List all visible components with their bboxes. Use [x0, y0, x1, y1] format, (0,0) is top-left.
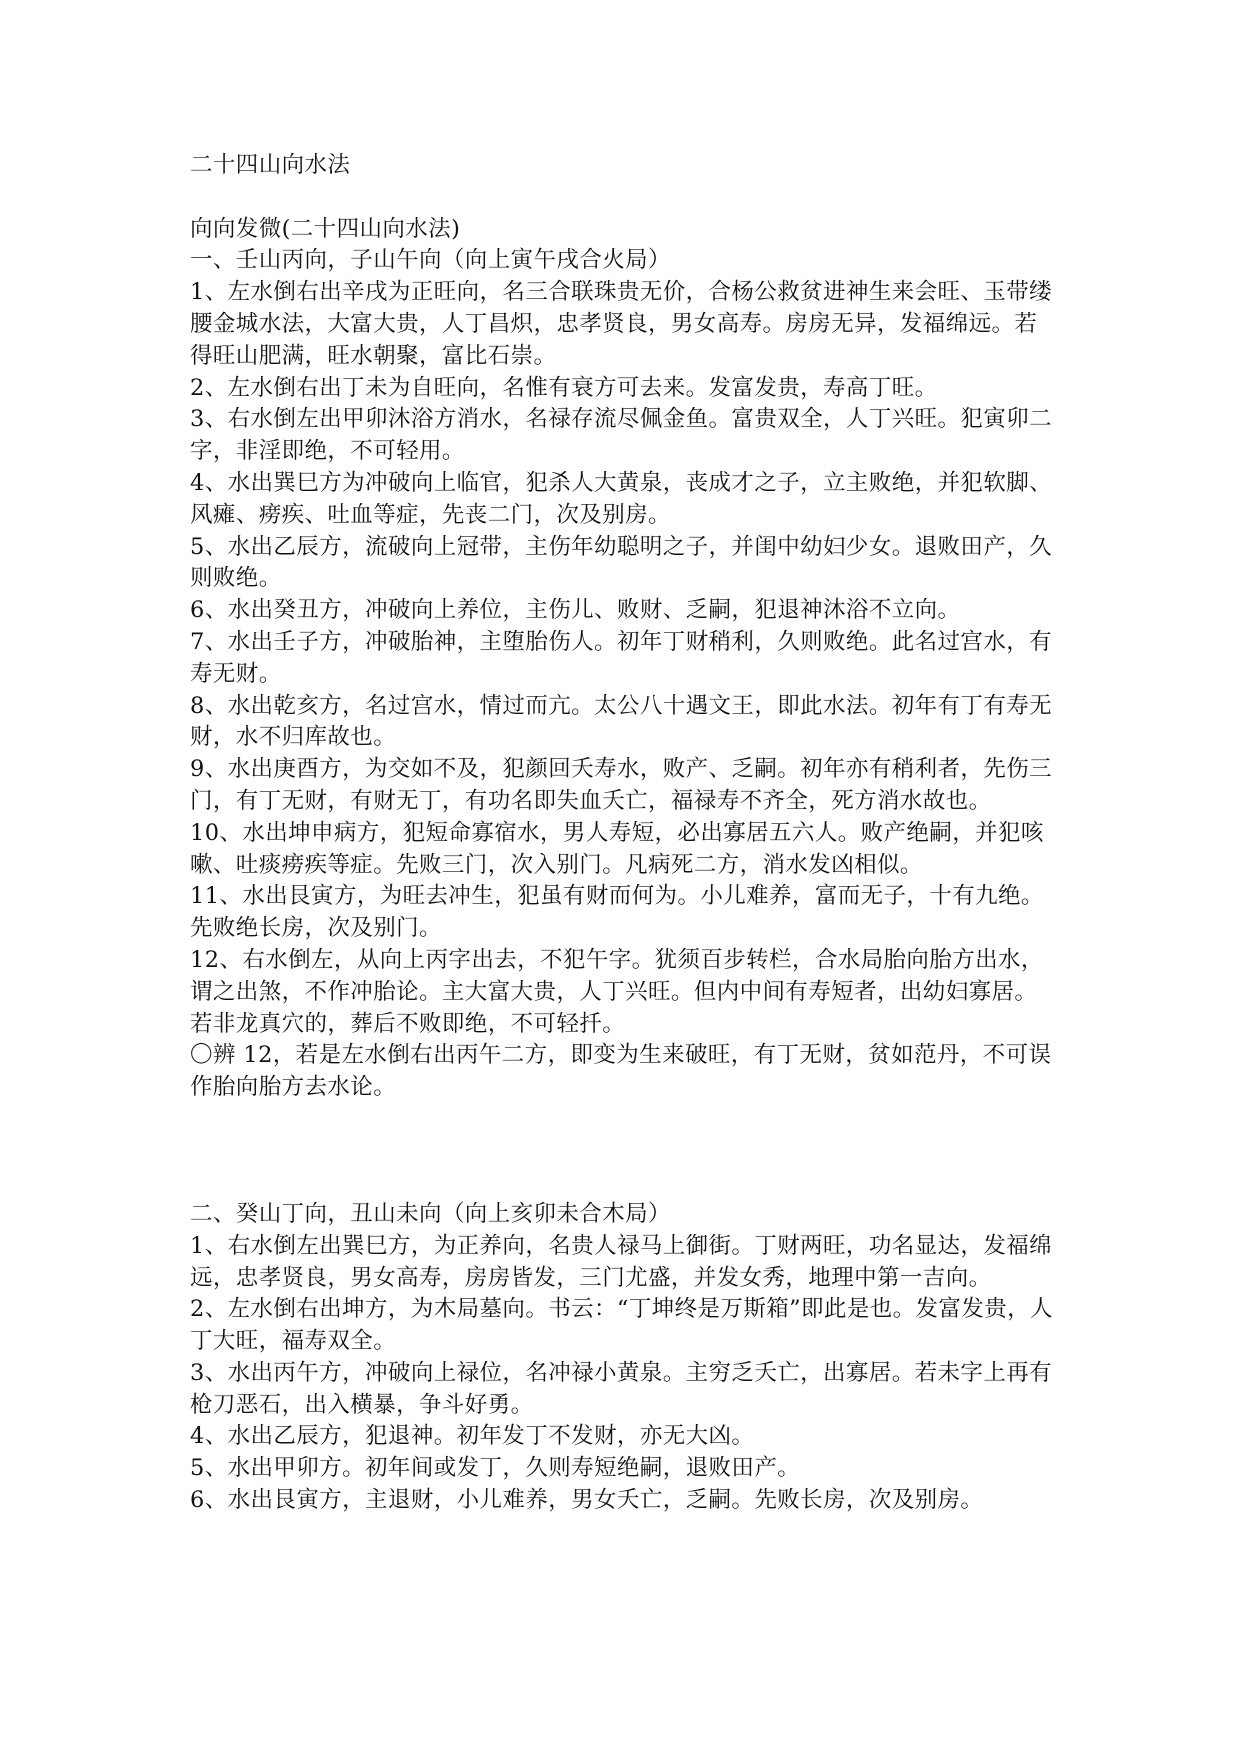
paragraph: 1、右水倒左出巽巳方，为正养向，名贵人禄马上御街。丁财两旺，功名显达，发福绵远，忠孝贤良，男女高寿，房房皆发，三门尤盛，并发女秀，地理中第一吉向。: [190, 1232, 1053, 1291]
paragraph: 8、水出乾亥方，名过宫水，情过而亢。太公八十遇文王，即此水法。初年有丁有寿无财，水不归库故也。: [190, 692, 1053, 751]
paragraph: 9、水出庚酉方，为交如不及，犯颜回夭寿水，败产、乏嗣。初年亦有稍利者，先伤三门，有丁无财，有财无丁，有功名即失血夭亡，福禄寿不齐全，死方消水故也。: [190, 756, 1053, 814]
paragraph: 12、右水倒左，从向上丙字出去，不犯午字。犹须百步转栏，合水局胎向胎方出水，谓之出煞，不作冲胎论。主大富大贵，人丁兴旺。但内中间有寿短者，出幼妇寡居。若非龙真穴的，葬后不败即绝，不可轻扦。: [190, 946, 1044, 1037]
paragraph: 1、左水倒右出辛戌为正旺向，名三合联珠贵无价，合杨公救贫进神生来会旺、玉带缕腰金城水法，大富大贵，人丁昌炽，忠孝贤良，男女高寿。房房无异，发福绵远。若得旺山肥满，旺水朝聚，富比石崇。: [190, 279, 1053, 369]
paragraph: 5、水出甲卯方。初年间或发丁，久则寿短绝嗣，退败田产。: [190, 1455, 801, 1482]
paragraph: 11、水出艮寅方，为旺去冲生，犯虽有财而何为。小儿难养，富而无子，十有九绝。先败绝长房，次及别门。: [190, 883, 1044, 942]
document-subtitle: 向向发微(二十四山向水法): [190, 215, 461, 242]
paragraph: 2、左水倒右出坤方，为木局墓向。书云：“丁坤终是万斯箱”即此是也。发富发贵，人丁大旺，福寿双全。: [190, 1296, 1053, 1355]
paragraph: 4、水出巽巳方为冲破向上临官，犯杀人大黄泉，丧成才之子，立主败绝，并犯软脚、风瘫、痨疾、吐血等症，先丧二门，次及别房。: [190, 469, 1053, 528]
section-heading: 二、癸山丁向，丑山未向（向上亥卯未合木局）: [190, 1200, 671, 1227]
section-heading: 一、壬山丙向，子山午向（向上寅午戌合火局）: [190, 247, 671, 274]
paragraph: 4、水出乙辰方，犯退神。初年发丁不发财，亦无大凶。: [190, 1423, 755, 1450]
document-title: 二十四山向水法: [190, 152, 351, 178]
paragraph: 10、水出坤申病方，犯短命寡宿水，男人寿短，必出寡居五六人。败产绝嗣，并犯咳嗽、吐痰痨疾等症。先败三门，次入别门。凡病死二方，消水发凶相似。: [190, 819, 1044, 878]
paragraph: 2、左水倒右出丁未为自旺向，名惟有衰方可去来。发富发贵，寿高丁旺。: [190, 374, 938, 401]
paragraph: 6、水出艮寅方，主退财，小儿难养，男女夭亡，乏嗣。先败长房，次及别房。: [190, 1487, 984, 1514]
document-body: [190, 150, 1060, 1517]
paragraph: 3、右水倒左出甲卯沐浴方消水，名禄存流尽佩金鱼。富贵双全，人丁兴旺。犯寅卯二字，非淫即绝，不可轻用。: [190, 406, 1053, 465]
paragraph: 5、水出乙辰方，流破向上冠带，主伤年幼聪明之子，并闺中幼妇少女。退败田产，久则败绝。: [190, 533, 1053, 592]
paragraph: 〇辨 12，若是左水倒右出丙午二方，即变为生来破旺，有丁无财，贫如范丹，不可误作胎向胎方去水论。: [190, 1042, 1052, 1101]
paragraph: 6、水出癸丑方，冲破向上养位，主伤儿、败财、乏嗣，犯退神沐浴不立向。: [190, 597, 961, 624]
section-gap: [190, 1104, 1060, 1199]
paragraph: 7、水出壬子方，冲破胎神，主堕胎伤人。初年丁财稍利，久则败绝。此名过宫水，有寿无财。: [190, 628, 1053, 687]
paragraph: 3、水出丙午方，冲破向上禄位，名冲禄小黄泉。主穷乏夭亡，出寡居。若未字上再有枪刀恶石，出入横暴，争斗好勇。: [190, 1359, 1053, 1418]
